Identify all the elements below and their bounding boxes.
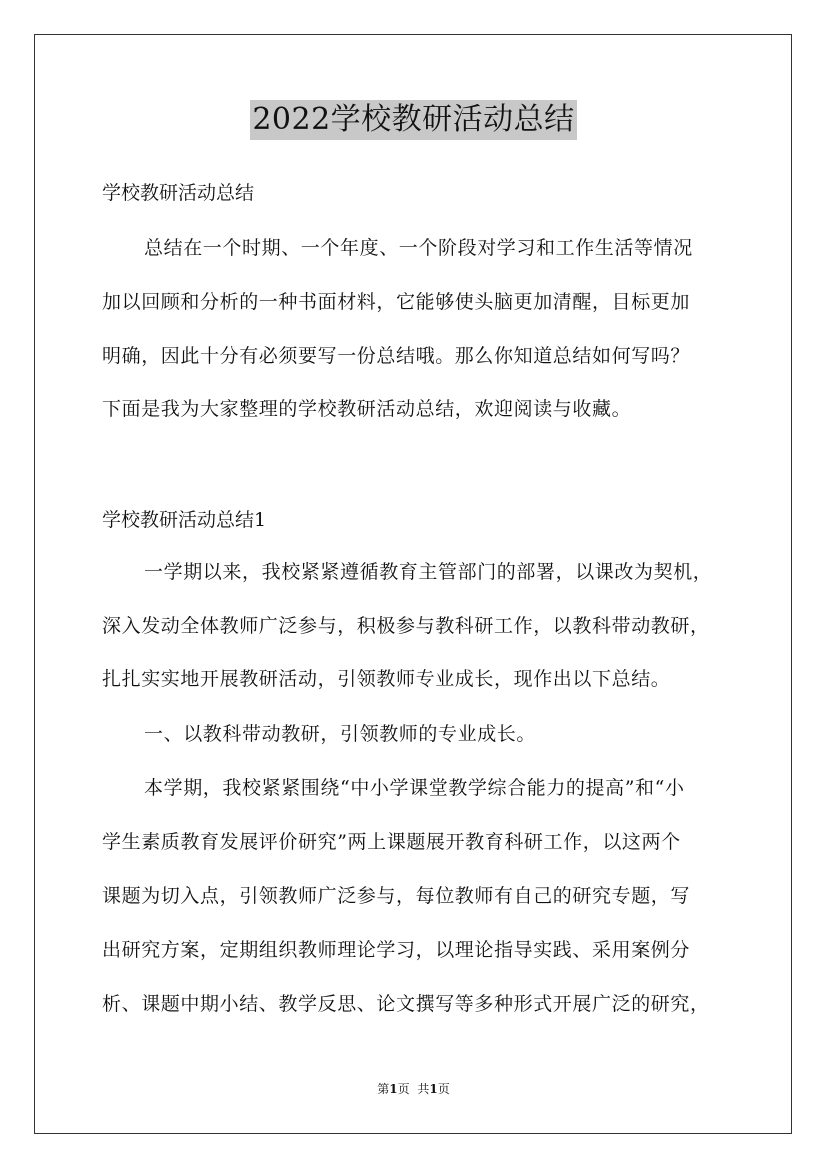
footer-page-suffix: 页: [397, 1082, 410, 1096]
paragraph-line: 学生素质教育发展评价研究”两上课题展开教育科研工作，以这两个: [102, 831, 681, 853]
footer-page-number: 1: [389, 1082, 398, 1096]
paragraph-line: 本学期，我校紧紧围绕“中小学课堂教学综合能力的提高”和“小: [144, 777, 685, 799]
paragraph-line: 析、课题中期小结、教学反思、论文撰写等多种形式开展广泛的研究，: [102, 993, 710, 1015]
paragraph-line: 一学期以来，我校紧紧遵循教育主管部门的部署，以课改为契机，: [144, 561, 713, 583]
intro-line: 总结在一个时期、一个年度、一个阶段对学习和工作生活等情况: [144, 237, 693, 259]
page-footer: [0, 1081, 827, 1097]
point-heading: 一、以教科带动教研，引领教师的专业成长。: [144, 723, 537, 745]
paragraph-line: 课题为切入点，引领教师广泛参与，每位教师有自己的研究专题，写: [102, 885, 691, 907]
document-subtitle: 学校教研活动总结: [102, 182, 255, 204]
document-title: 2022学校教研活动总结: [250, 100, 576, 140]
paragraph-line: 扎扎实实地开展教研活动，引领教师专业成长，现作出以下总结。: [102, 668, 671, 690]
footer-total-pages: 1: [429, 1082, 438, 1096]
paragraph-line: 出研究方案，定期组织教师理论学习，以理论指导实践、采用案例分: [102, 939, 691, 961]
section-heading: 学校教研活动总结1: [102, 509, 267, 531]
footer-total-prefix: 共: [417, 1082, 430, 1096]
title-block: [0, 100, 827, 140]
footer-total-suffix: 页: [437, 1082, 450, 1096]
intro-line: 下面是我为大家整理的学校教研活动总结，欢迎阅读与收藏。: [102, 398, 632, 420]
footer-prefix: 第: [377, 1082, 390, 1096]
paragraph-line: 深入发动全体教师广泛参与，积极参与教科研工作，以教科带动教研，: [102, 615, 710, 637]
intro-line: 明确，因此十分有必须要写一份总结哦。那么你知道总结如何写吗？: [102, 345, 691, 367]
intro-line: 加以回顾和分析的一种书面材料，它能够使头脑更加清醒，目标更加: [102, 291, 691, 313]
